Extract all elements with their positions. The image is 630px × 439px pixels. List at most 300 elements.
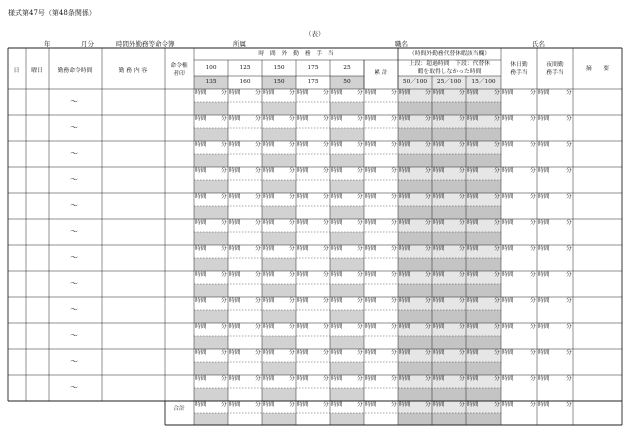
minute-unit-label: 分 [459, 90, 465, 96]
col-day: 日 [13, 68, 20, 74]
substitute-rate-3: 15／100 [471, 79, 496, 85]
hour-unit-label: 時間 [331, 298, 343, 304]
order-time-separator: ～ [70, 253, 78, 262]
hour-unit-label: 時間 [263, 246, 275, 252]
hour-unit-label: 時間 [365, 298, 377, 304]
col-night-1: 夜間勤 [546, 62, 564, 68]
shaded-cell [398, 271, 501, 284]
shaded-cell [398, 284, 501, 297]
hour-unit-label: 時間 [538, 220, 550, 226]
minute-unit-label: 分 [425, 168, 431, 174]
shaded-cell [398, 167, 501, 180]
side-label: （表） [305, 30, 325, 38]
hour-unit-label: 時間 [297, 142, 309, 148]
minute-unit-label: 分 [391, 350, 397, 356]
minute-unit-label: 分 [289, 194, 295, 200]
rate-top-5: 25 [343, 65, 351, 71]
hour-unit-label: 時間 [399, 194, 411, 200]
hour-unit-label: 時間 [365, 194, 377, 200]
minute-unit-label: 分 [425, 142, 431, 148]
order-time-separator: ～ [70, 123, 78, 132]
minute-unit-label: 分 [323, 376, 329, 382]
hour-unit-label: 時間 [502, 90, 514, 96]
hour-unit-label: 時間 [502, 298, 514, 304]
hour-unit-label: 時間 [331, 116, 343, 122]
shaded-cell [398, 310, 501, 323]
shaded-cell [330, 310, 364, 323]
minute-unit-label: 分 [323, 272, 329, 278]
hour-unit-label: 時間 [263, 272, 275, 278]
hour-unit-label: 時間 [195, 298, 207, 304]
col-night-2: 務手当 [546, 70, 564, 76]
minute-unit-label: 分 [530, 194, 536, 200]
hour-unit-label: 時間 [195, 194, 207, 200]
hour-unit-label: 時間 [297, 350, 309, 356]
minute-unit-label: 分 [494, 194, 500, 200]
hour-unit-label: 時間 [297, 220, 309, 226]
hour-unit-label: 時間 [399, 90, 411, 96]
minute-unit-label: 分 [221, 194, 227, 200]
shaded-cell [330, 284, 364, 297]
minute-unit-label: 分 [566, 350, 572, 356]
minute-unit-label: 分 [566, 116, 572, 122]
minute-unit-label: 分 [357, 272, 363, 278]
minute-unit-label: 分 [221, 168, 227, 174]
shaded-cell [398, 154, 501, 167]
hour-unit-label: 時間 [229, 116, 241, 122]
form-reference: 様式第47号（第48条関係） [8, 9, 96, 17]
minute-unit-label: 分 [494, 402, 500, 408]
hour-unit-label: 時間 [433, 194, 445, 200]
hour-unit-label: 時間 [538, 90, 550, 96]
minute-unit-label: 分 [391, 116, 397, 122]
hour-unit-label: 時間 [467, 298, 479, 304]
hour-unit-label: 時間 [263, 324, 275, 330]
hour-unit-label: 時間 [538, 350, 550, 356]
shaded-cell [398, 206, 501, 219]
minute-unit-label: 分 [357, 220, 363, 226]
rate-bottom-4: 175 [307, 79, 319, 85]
hour-unit-label: 時間 [502, 324, 514, 330]
minute-unit-label: 分 [221, 116, 227, 122]
minute-unit-label: 分 [425, 298, 431, 304]
minute-unit-label: 分 [566, 402, 572, 408]
hour-unit-label: 時間 [229, 298, 241, 304]
hour-unit-label: 時間 [433, 272, 445, 278]
hour-unit-label: 時間 [195, 116, 207, 122]
minute-unit-label: 分 [289, 376, 295, 382]
hour-unit-label: 時間 [229, 168, 241, 174]
shaded-cell [398, 115, 501, 128]
minute-unit-label: 分 [221, 376, 227, 382]
shaded-cell [262, 284, 296, 297]
order-time-separator: ～ [70, 383, 78, 392]
hour-unit-label: 時間 [263, 402, 275, 408]
hour-unit-label: 時間 [467, 376, 479, 382]
minute-unit-label: 分 [530, 116, 536, 122]
shaded-cell [398, 180, 501, 193]
minute-unit-label: 分 [459, 142, 465, 148]
shaded-cell [398, 219, 501, 232]
hour-unit-label: 時間 [538, 402, 550, 408]
col-overtime-title: 時 間 外 勤 務 手 当 [258, 51, 334, 57]
minute-unit-label: 分 [459, 402, 465, 408]
minute-unit-label: 分 [255, 168, 261, 174]
minute-unit-label: 分 [459, 168, 465, 174]
header-year: 年 [44, 40, 51, 48]
hour-unit-label: 時間 [297, 272, 309, 278]
minute-unit-label: 分 [494, 350, 500, 356]
hour-unit-label: 時間 [331, 246, 343, 252]
hour-unit-label: 時間 [433, 116, 445, 122]
hour-unit-label: 時間 [229, 142, 241, 148]
minute-unit-label: 分 [289, 142, 295, 148]
minute-unit-label: 分 [357, 298, 363, 304]
hour-unit-label: 時間 [365, 350, 377, 356]
hour-unit-label: 時間 [538, 168, 550, 174]
minute-unit-label: 分 [494, 220, 500, 226]
shaded-cell [194, 310, 228, 323]
minute-unit-label: 分 [323, 116, 329, 122]
order-time-separator: ～ [70, 227, 78, 236]
minute-unit-label: 分 [289, 402, 295, 408]
minute-unit-label: 分 [323, 220, 329, 226]
substitute-rate-2: 25／100 [436, 79, 462, 85]
col-holiday-1: 休日勤 [510, 62, 528, 68]
shaded-cell [398, 89, 501, 102]
minute-unit-label: 分 [255, 246, 261, 252]
minute-unit-label: 分 [494, 246, 500, 252]
hour-unit-label: 時間 [502, 142, 514, 148]
hour-unit-label: 時間 [433, 350, 445, 356]
header-month: 月分 [81, 40, 94, 48]
order-time-separator: ～ [70, 175, 78, 184]
minute-unit-label: 分 [530, 298, 536, 304]
shaded-cell [194, 180, 228, 193]
minute-unit-label: 分 [255, 376, 261, 382]
minute-unit-label: 分 [566, 168, 572, 174]
hour-unit-label: 時間 [399, 402, 411, 408]
shaded-cell [330, 362, 364, 375]
col-holiday-2: 務手当 [510, 70, 528, 76]
hour-unit-label: 時間 [399, 116, 411, 122]
col-order-time: 勤務命令時間 [57, 68, 93, 74]
hour-unit-label: 時間 [229, 350, 241, 356]
minute-unit-label: 分 [357, 324, 363, 330]
minute-unit-label: 分 [425, 402, 431, 408]
col-substitute-desc-1: 上段：超過時間 下段：代替休 [408, 61, 491, 67]
hour-unit-label: 時間 [502, 376, 514, 382]
shaded-cell [262, 362, 296, 375]
col-cumulative: 累 計 [374, 70, 388, 76]
rate-top-2: 125 [239, 65, 251, 71]
minute-unit-label: 分 [494, 324, 500, 330]
shaded-cell [194, 154, 228, 167]
shaded-cell [398, 128, 501, 141]
hour-unit-label: 時間 [297, 402, 309, 408]
hour-unit-label: 時間 [229, 194, 241, 200]
hour-unit-label: 時間 [331, 376, 343, 382]
minute-unit-label: 分 [566, 220, 572, 226]
rate-bottom-5: 50 [343, 79, 351, 85]
hour-unit-label: 時間 [331, 350, 343, 356]
minute-unit-label: 分 [494, 116, 500, 122]
hour-unit-label: 時間 [538, 376, 550, 382]
minute-unit-label: 分 [221, 402, 227, 408]
shaded-cell [194, 284, 228, 297]
minute-unit-label: 分 [530, 220, 536, 226]
col-substitute-title: （時間外勤務代替休暇該当欄） [408, 51, 491, 57]
minute-unit-label: 分 [289, 272, 295, 278]
header-rank: 職名 [395, 40, 408, 48]
hour-unit-label: 時間 [263, 350, 275, 356]
hour-unit-label: 時間 [502, 116, 514, 122]
minute-unit-label: 分 [494, 298, 500, 304]
hour-unit-label: 時間 [433, 324, 445, 330]
hour-unit-label: 時間 [263, 142, 275, 148]
hour-unit-label: 時間 [297, 116, 309, 122]
hour-unit-label: 時間 [467, 324, 479, 330]
hour-unit-label: 時間 [263, 220, 275, 226]
shaded-cell [398, 362, 501, 375]
hour-unit-label: 時間 [331, 402, 343, 408]
shaded-cell [398, 193, 501, 206]
minute-unit-label: 分 [459, 220, 465, 226]
hour-unit-label: 時間 [538, 246, 550, 252]
hour-unit-label: 時間 [538, 194, 550, 200]
hour-unit-label: 時間 [195, 90, 207, 96]
hour-unit-label: 時間 [263, 376, 275, 382]
minute-unit-label: 分 [289, 246, 295, 252]
minute-unit-label: 分 [255, 402, 261, 408]
minute-unit-label: 分 [530, 272, 536, 278]
minute-unit-label: 分 [255, 350, 261, 356]
hour-unit-label: 時間 [433, 298, 445, 304]
minute-unit-label: 分 [459, 376, 465, 382]
order-time-separator: ～ [70, 331, 78, 340]
minute-unit-label: 分 [494, 376, 500, 382]
minute-unit-label: 分 [391, 246, 397, 252]
hour-unit-label: 時間 [467, 142, 479, 148]
hour-unit-label: 時間 [365, 246, 377, 252]
minute-unit-label: 分 [425, 272, 431, 278]
minute-unit-label: 分 [425, 220, 431, 226]
minute-unit-label: 分 [566, 142, 572, 148]
hour-unit-label: 時間 [538, 142, 550, 148]
hour-unit-label: 時間 [467, 116, 479, 122]
hour-unit-label: 時間 [502, 246, 514, 252]
minute-unit-label: 分 [357, 194, 363, 200]
shaded-cell [330, 232, 364, 245]
hour-unit-label: 時間 [297, 298, 309, 304]
shaded-cell [398, 258, 501, 271]
hour-unit-label: 時間 [365, 168, 377, 174]
minute-unit-label: 分 [530, 90, 536, 96]
rate-bottom-2: 160 [239, 79, 251, 85]
hour-unit-label: 時間 [433, 90, 445, 96]
shaded-cell [330, 128, 364, 141]
hour-unit-label: 時間 [263, 298, 275, 304]
minute-unit-label: 分 [530, 142, 536, 148]
order-time-separator: ～ [70, 279, 78, 288]
hour-unit-label: 時間 [331, 272, 343, 278]
hour-unit-label: 時間 [331, 90, 343, 96]
hour-unit-label: 時間 [538, 272, 550, 278]
hour-unit-label: 時間 [433, 220, 445, 226]
minute-unit-label: 分 [357, 116, 363, 122]
hour-unit-label: 時間 [229, 324, 241, 330]
shaded-cell [194, 102, 228, 115]
minute-unit-label: 分 [494, 168, 500, 174]
hour-unit-label: 時間 [195, 220, 207, 226]
hour-unit-label: 時間 [399, 220, 411, 226]
hour-unit-label: 時間 [433, 142, 445, 148]
hour-unit-label: 時間 [195, 142, 207, 148]
minute-unit-label: 分 [566, 298, 572, 304]
minute-unit-label: 分 [323, 168, 329, 174]
minute-unit-label: 分 [221, 246, 227, 252]
hour-unit-label: 時間 [365, 324, 377, 330]
minute-unit-label: 分 [289, 116, 295, 122]
minute-unit-label: 分 [255, 194, 261, 200]
shaded-cell [262, 180, 296, 193]
minute-unit-label: 分 [530, 246, 536, 252]
hour-unit-label: 時間 [297, 246, 309, 252]
minute-unit-label: 分 [289, 324, 295, 330]
order-time-separator: ～ [70, 305, 78, 314]
hour-unit-label: 時間 [263, 168, 275, 174]
hour-unit-label: 時間 [229, 90, 241, 96]
minute-unit-label: 分 [391, 220, 397, 226]
hour-unit-label: 時間 [433, 376, 445, 382]
minute-unit-label: 分 [255, 90, 261, 96]
minute-unit-label: 分 [357, 246, 363, 252]
minute-unit-label: 分 [221, 272, 227, 278]
minute-unit-label: 分 [255, 298, 261, 304]
minute-unit-label: 分 [425, 350, 431, 356]
shaded-cell [262, 258, 296, 271]
rate-top-4: 175 [307, 65, 319, 71]
shaded-cell [398, 375, 501, 388]
hour-unit-label: 時間 [538, 298, 550, 304]
minute-unit-label: 分 [221, 90, 227, 96]
header-name: 氏名 [532, 40, 545, 48]
minute-unit-label: 分 [357, 142, 363, 148]
col-seal-1: 命令権 [170, 63, 188, 69]
document-title: 時間外勤務等命令簿 [116, 40, 175, 48]
hour-unit-label: 時間 [502, 350, 514, 356]
minute-unit-label: 分 [530, 376, 536, 382]
hour-unit-label: 時間 [467, 90, 479, 96]
shaded-cell [262, 388, 296, 401]
hour-unit-label: 時間 [365, 402, 377, 408]
order-time-separator: ～ [70, 97, 78, 106]
hour-unit-label: 時間 [297, 376, 309, 382]
minute-unit-label: 分 [323, 142, 329, 148]
shaded-cell [262, 310, 296, 323]
minute-unit-label: 分 [494, 272, 500, 278]
hour-unit-label: 時間 [502, 402, 514, 408]
hour-unit-label: 時間 [195, 324, 207, 330]
hour-unit-label: 時間 [195, 350, 207, 356]
minute-unit-label: 分 [566, 272, 572, 278]
total-label: 合計 [173, 406, 185, 412]
shaded-cell [194, 413, 228, 425]
shaded-cell [330, 154, 364, 167]
minute-unit-label: 分 [391, 298, 397, 304]
col-work-content: 勤 務 内 容 [118, 68, 148, 74]
minute-unit-label: 分 [323, 246, 329, 252]
col-substitute-desc-2: 暇を取得しなかった時間 [417, 69, 482, 75]
rate-top-1: 100 [205, 65, 217, 71]
shaded-cell [398, 245, 501, 258]
shaded-cell [330, 180, 364, 193]
minute-unit-label: 分 [530, 402, 536, 408]
minute-unit-label: 分 [459, 298, 465, 304]
hour-unit-label: 時間 [399, 142, 411, 148]
minute-unit-label: 分 [255, 272, 261, 278]
hour-unit-label: 時間 [365, 90, 377, 96]
minute-unit-label: 分 [459, 116, 465, 122]
minute-unit-label: 分 [530, 350, 536, 356]
minute-unit-label: 分 [391, 324, 397, 330]
shaded-cell [330, 388, 364, 401]
shaded-cell [398, 297, 501, 310]
minute-unit-label: 分 [255, 142, 261, 148]
minute-unit-label: 分 [391, 402, 397, 408]
hour-unit-label: 時間 [195, 402, 207, 408]
minute-unit-label: 分 [323, 324, 329, 330]
hour-unit-label: 時間 [399, 272, 411, 278]
hour-unit-label: 時間 [538, 324, 550, 330]
minute-unit-label: 分 [391, 376, 397, 382]
hour-unit-label: 時間 [467, 272, 479, 278]
substitute-rate-1: 50／100 [402, 79, 428, 85]
minute-unit-label: 分 [530, 168, 536, 174]
minute-unit-label: 分 [425, 246, 431, 252]
hour-unit-label: 時間 [229, 220, 241, 226]
hour-unit-label: 時間 [331, 194, 343, 200]
minute-unit-label: 分 [221, 142, 227, 148]
shaded-cell [194, 336, 228, 349]
hour-unit-label: 時間 [399, 350, 411, 356]
minute-unit-label: 分 [323, 402, 329, 408]
hour-unit-label: 時間 [365, 376, 377, 382]
minute-unit-label: 分 [323, 298, 329, 304]
minute-unit-label: 分 [221, 350, 227, 356]
rate-top-3: 150 [273, 65, 285, 71]
minute-unit-label: 分 [357, 90, 363, 96]
minute-unit-label: 分 [255, 116, 261, 122]
hour-unit-label: 時間 [229, 246, 241, 252]
hour-unit-label: 時間 [263, 90, 275, 96]
hour-unit-label: 時間 [467, 220, 479, 226]
minute-unit-label: 分 [357, 402, 363, 408]
minute-unit-label: 分 [289, 168, 295, 174]
minute-unit-label: 分 [323, 194, 329, 200]
hour-unit-label: 時間 [195, 246, 207, 252]
hour-unit-label: 時間 [331, 324, 343, 330]
hour-unit-label: 時間 [331, 220, 343, 226]
hour-unit-label: 時間 [467, 194, 479, 200]
hour-unit-label: 時間 [195, 168, 207, 174]
hour-unit-label: 時間 [365, 116, 377, 122]
minute-unit-label: 分 [323, 350, 329, 356]
shaded-cell [194, 232, 228, 245]
col-weekday: 曜日 [31, 68, 43, 74]
minute-unit-label: 分 [425, 90, 431, 96]
hour-unit-label: 時間 [467, 402, 479, 408]
